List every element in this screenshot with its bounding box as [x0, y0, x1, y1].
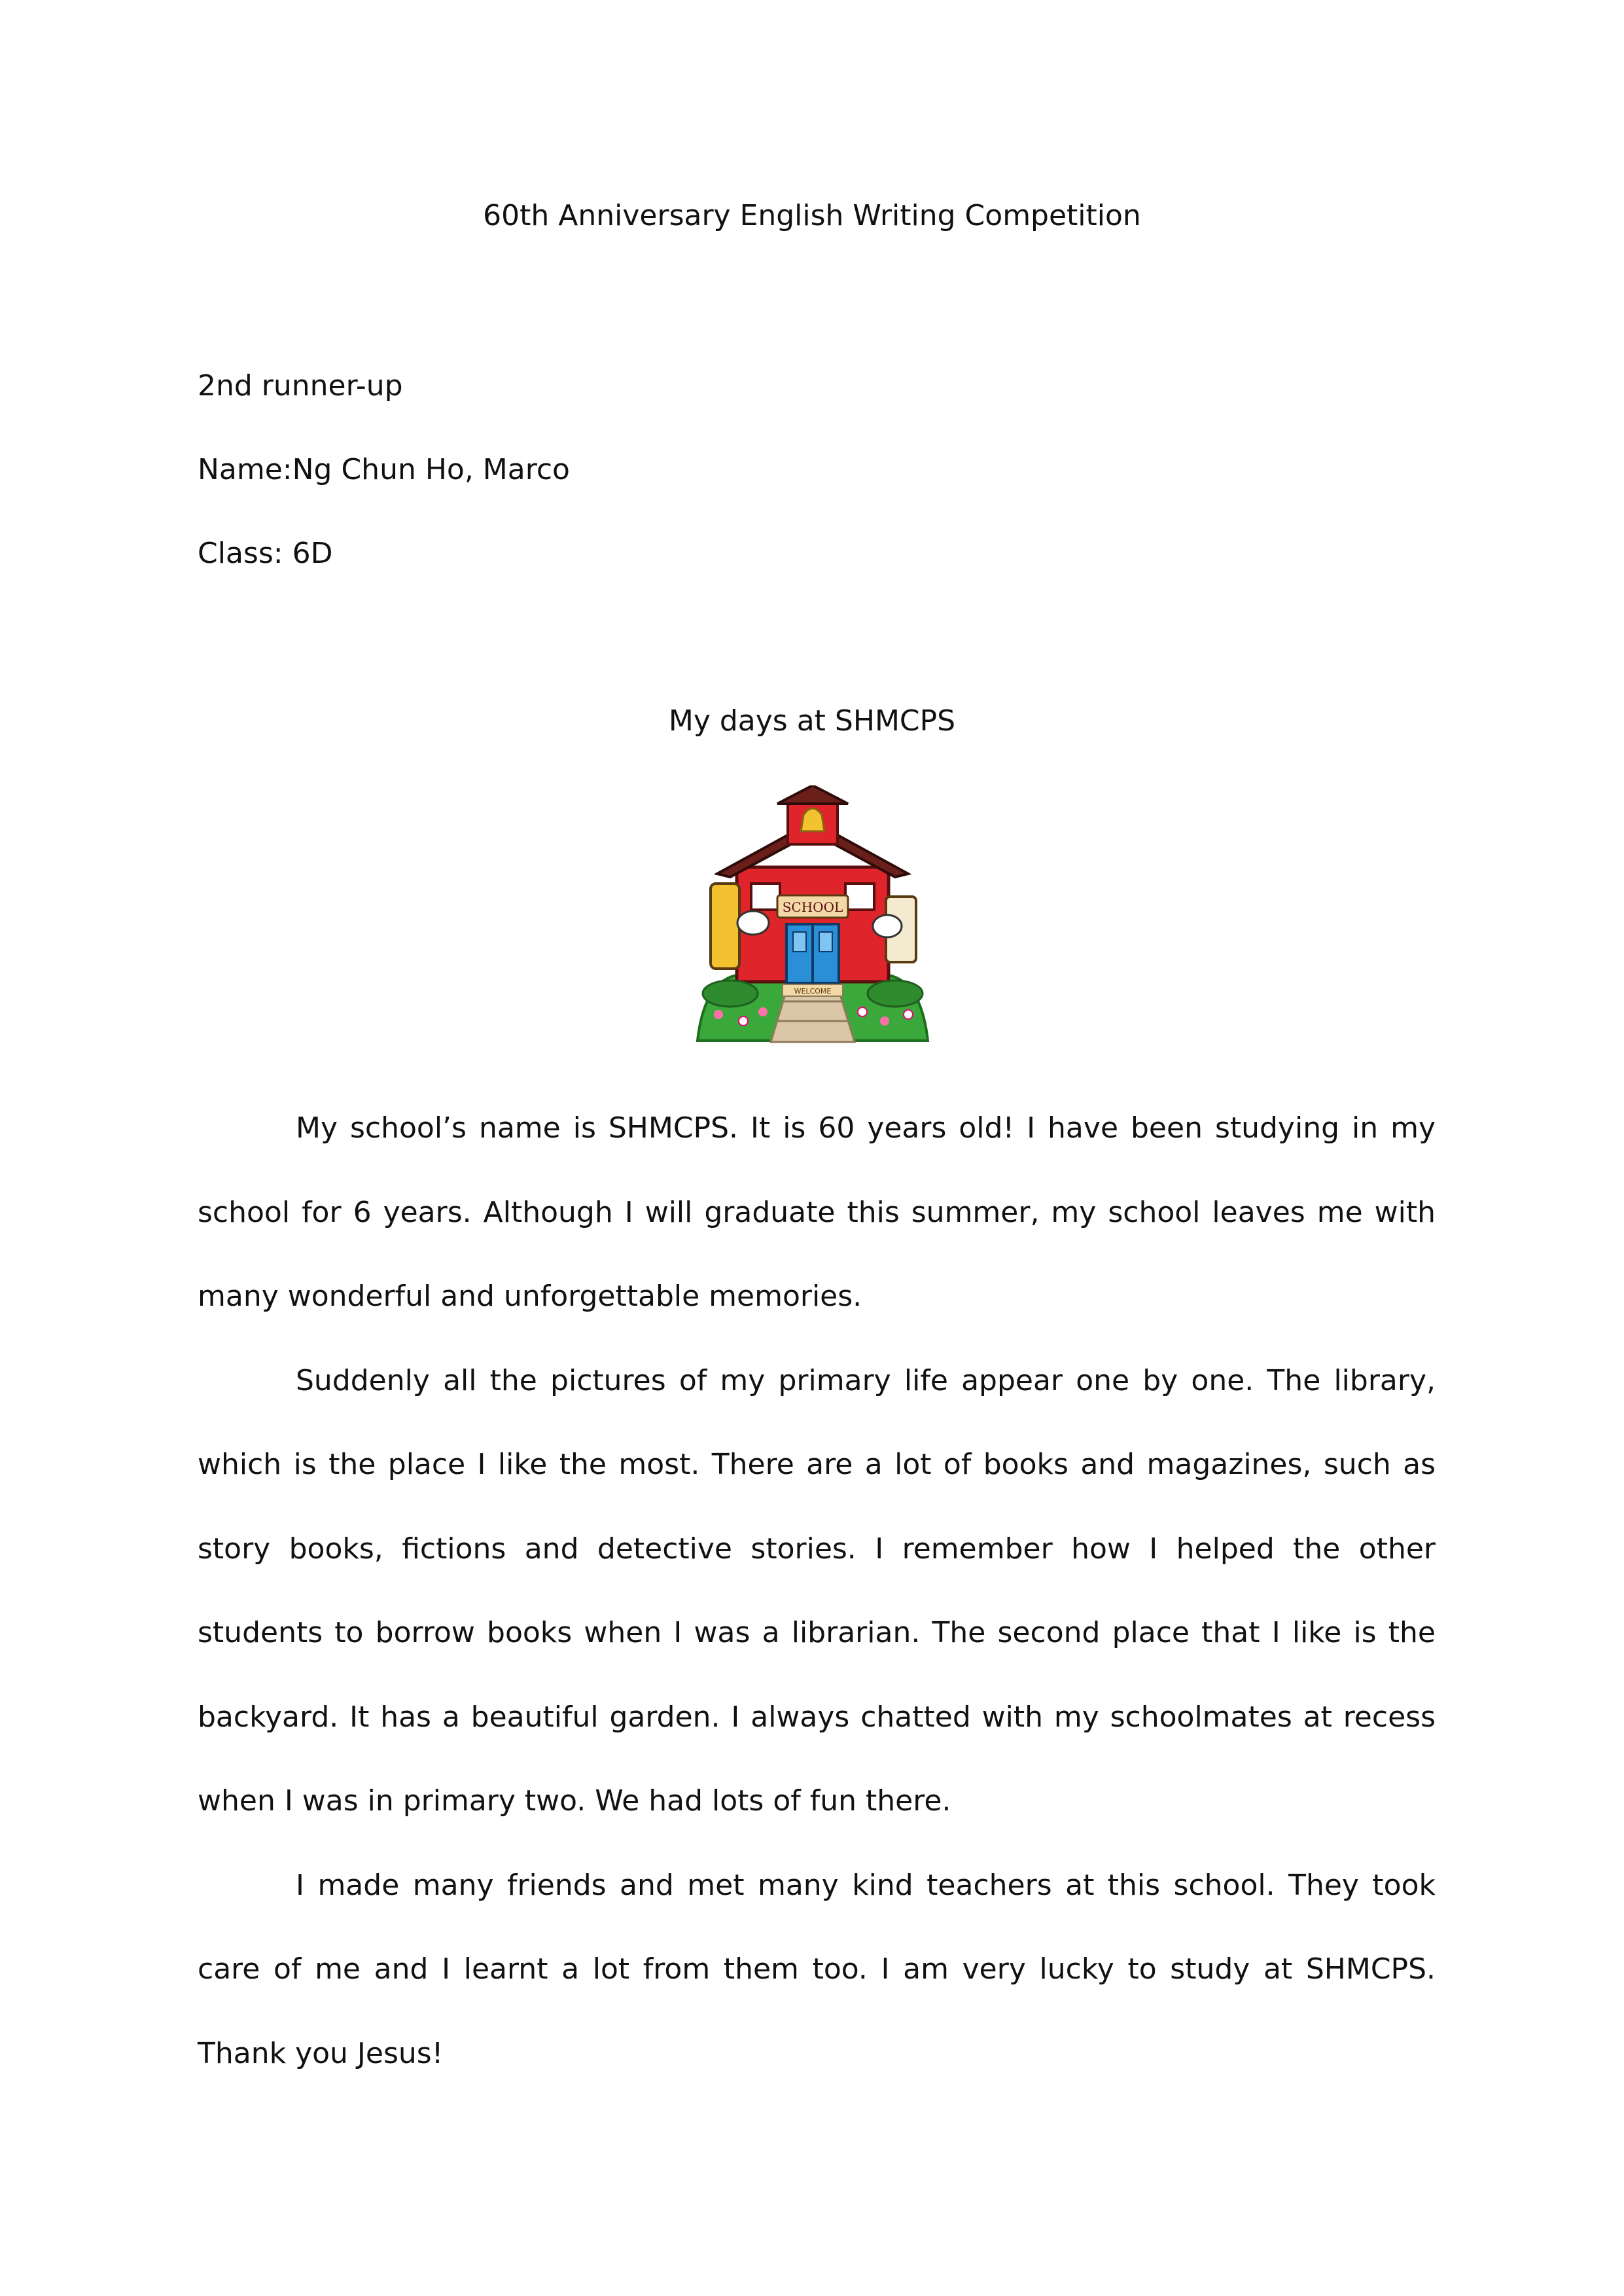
class-line: Class: 6D — [198, 537, 333, 570]
glove-right — [873, 915, 902, 937]
essay-paragraph-2: Suddenly all the pictures of my primary life appear one by one. The library, which is the place I like the most. There are a lot of books and magazines, such as story books, fictions and detective stories. I remember how I helped the other students to borrow books when I was a librarian. The second place that I like is the backyard. It has a beautiful garden. I always chatted with my schoolmates at recess when I was in primary two. We had lots of fun there. — [198, 1363, 1436, 1818]
award-line: 2nd runner-up — [198, 369, 403, 403]
essay-body — [198, 1086, 1436, 2096]
crayon-character — [711, 884, 739, 969]
essay-paragraph-3: I made many friends and met many kind teachers at this school. They took care of me and I learnt a lot from them too. I am very lucky to study at SHMCPS. Thank you Jesus! — [198, 1868, 1436, 2070]
essay-title: My days at SHMCPS — [668, 704, 956, 738]
school-house-illustration — [691, 785, 934, 1050]
school-house-icon — [691, 785, 934, 1050]
competition-title: 60th Anniversary English Writing Competition — [483, 199, 1141, 232]
window-right — [845, 884, 874, 910]
essay-paragraph-1: My school’s name is SHMCPS. It is 60 years old! I have been studying in my school for 6 years. Although I will graduate this summer, my school leaves me with many wonderful and unforgettable memories. — [198, 1111, 1436, 1313]
window-left — [751, 884, 780, 910]
school-sign-text: SCHOOL — [782, 899, 843, 915]
name-line: Name:Ng Chun Ho, Marco — [198, 453, 570, 486]
welcome-mat-text: WELCOME — [794, 987, 832, 996]
glove-left — [737, 911, 769, 935]
